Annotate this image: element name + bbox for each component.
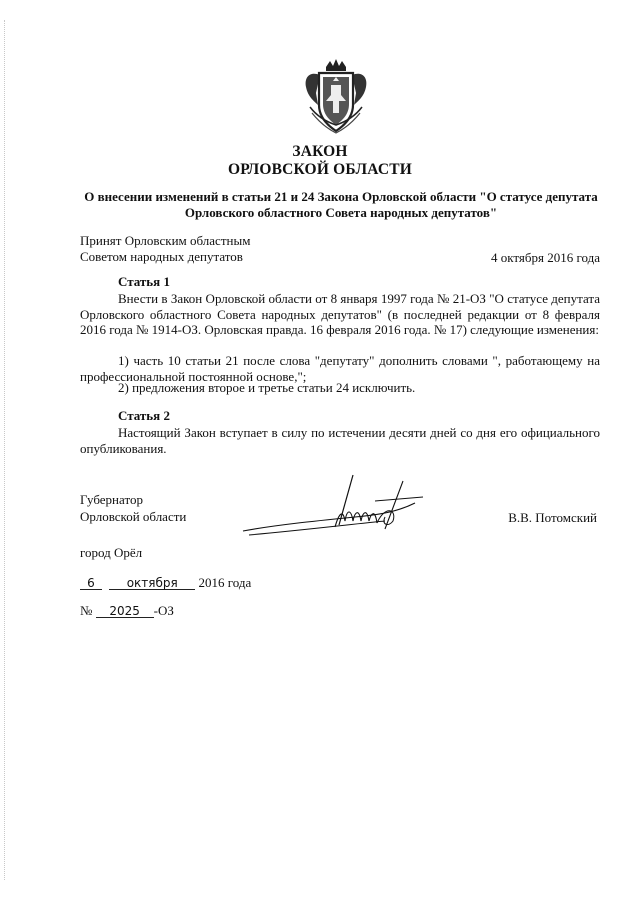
adoption-line-2: Советом народных депутатов xyxy=(80,249,243,264)
number-sign: № xyxy=(80,603,93,618)
number-value: 2025 xyxy=(109,604,140,618)
number-suffix: -ОЗ xyxy=(153,603,174,618)
signing-date xyxy=(80,575,251,591)
article-1-item-2: 2) предложения второе и третье статьи 24 исключить. xyxy=(118,380,416,395)
article-2-text: Настоящий Закон вступает в силу по истечении десяти дней со дня его официального опубликования. xyxy=(80,425,600,456)
article-1-item-1: 1) часть 10 статьи 21 после слова "депутату" дополнить словами ", работающему на профессиональной постоянной основе,"; xyxy=(80,353,600,384)
signatory-title-line-2: Орловской области xyxy=(80,509,187,524)
month-field xyxy=(109,575,195,590)
adoption-date: 4 октября 2016 года xyxy=(491,250,600,265)
document-type: ЗАКОН xyxy=(292,143,348,160)
city: город Орёл xyxy=(80,545,143,560)
orel-oblast-coat-of-arms-icon xyxy=(302,57,370,135)
law-number xyxy=(80,603,174,619)
day-value: 6 xyxy=(87,576,95,590)
signatory-name: В.В. Потомский xyxy=(508,510,597,525)
handwritten-signature xyxy=(235,465,435,545)
year-text: 2016 года xyxy=(198,575,252,590)
signatory-title-line-1: Губернатор xyxy=(80,492,143,507)
article-1-intro: Внести в Закон Орловской области от 8 января 1997 года № 21-ОЗ "О статусе депутата Орловского областного Совета народных депутатов" (в последней редакции от 8 февраля 2016 года № 1914-ОЗ. Орловская правда. 16 февраля 2016 года. № 17) следующие изменения: xyxy=(80,291,600,337)
day-field xyxy=(80,575,102,590)
number-field xyxy=(96,603,154,618)
adoption-note xyxy=(80,233,250,265)
subject-line-2: Орловского областного Совета народных депутатов" xyxy=(184,205,498,220)
month-value: октября xyxy=(126,576,178,590)
subject-line-1: О внесении изменений в статьи 21 и 24 Закона Орловской области "О статусе депутата xyxy=(84,189,598,204)
adoption-line-1: Принят Орловским областным xyxy=(80,233,251,248)
signatory-title xyxy=(80,491,186,525)
article-1-heading: Статья 1 xyxy=(118,274,170,289)
region-title: ОРЛОВСКОЙ ОБЛАСТИ xyxy=(227,161,413,178)
article-2-heading: Статья 2 xyxy=(118,408,170,423)
law-subject xyxy=(76,189,606,221)
